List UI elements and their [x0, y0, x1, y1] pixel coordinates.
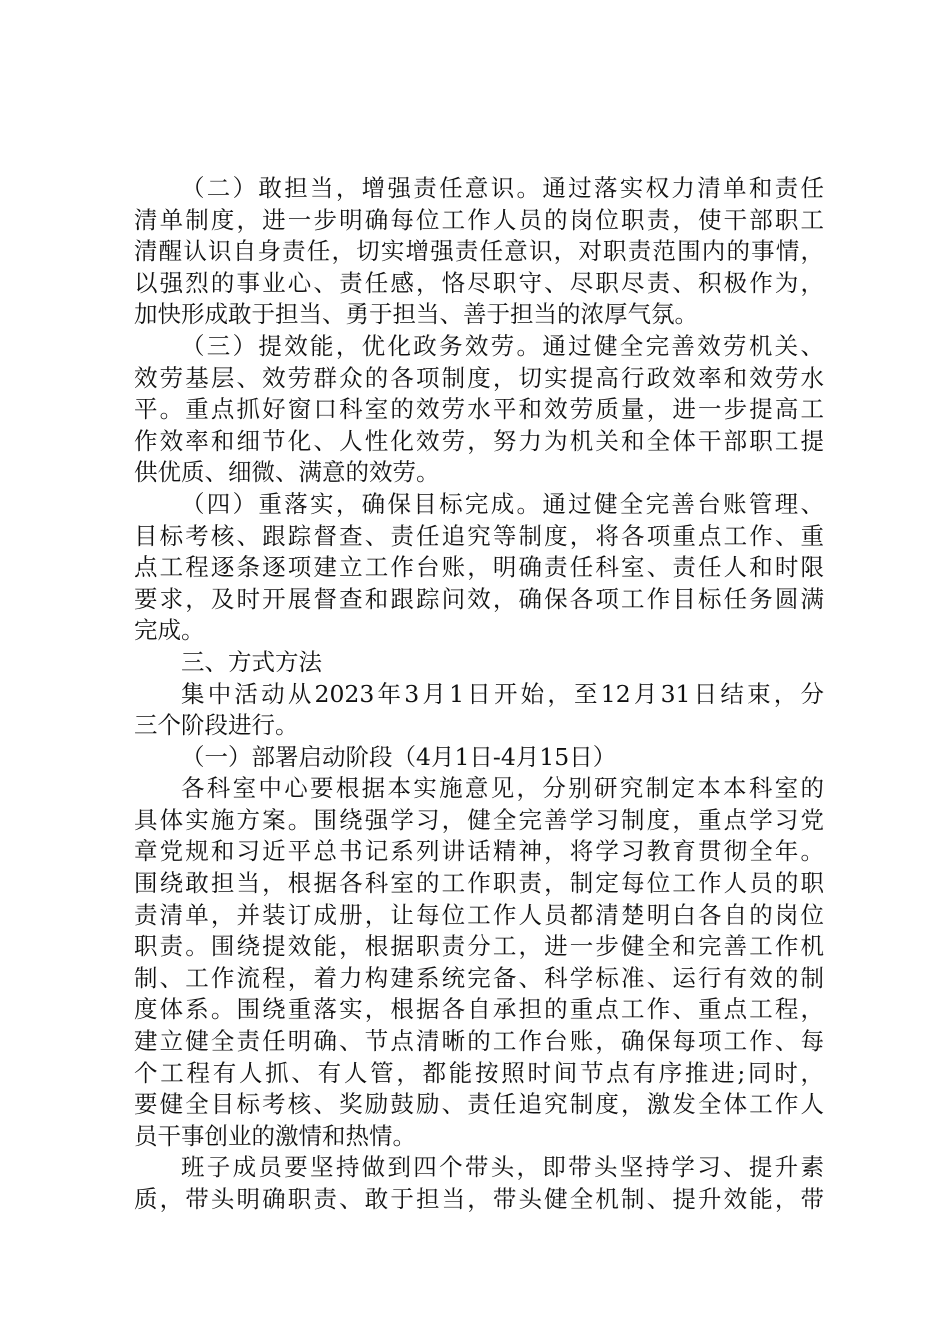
- text-line: 度体系。围绕重落实，根据各自承担的重点工作、重点工程，: [134, 995, 824, 1024]
- text-line: 点工程逐条逐项建立工作台账，明确责任科室、责任人和时限: [134, 553, 824, 582]
- text-line: 质，带头明确职责、敢于担当，带头健全机制、提升效能，带: [134, 1185, 824, 1213]
- text-line: 个工程有人抓、有人管，都能按照时间节点有序推进;同时，: [134, 1058, 824, 1087]
- text-line: 要健全目标考核、奖励鼓励、责任追究制度，激发全体工作人: [134, 1090, 824, 1119]
- text-line: 责清单，并装订成册，让每位工作人员都清楚明白各自的岗位: [134, 900, 824, 929]
- text-line: 职责。围绕提效能，根据职责分工，进一步健全和完善工作机: [134, 932, 824, 961]
- text-line: 班子成员要坚持做到四个带头，即带头坚持学习、提升素: [181, 1153, 824, 1182]
- text-line: （三）提效能，优化政务效劳。通过健全完善效劳机关、: [181, 331, 824, 360]
- text-line: 各科室中心要根据本实施意见，分别研究制定本本科室的: [181, 774, 824, 803]
- text-line: 以强烈的事业心、责任感，恪尽职守、尽职尽责、积极作为，: [134, 268, 824, 297]
- text-line: （四）重落实，确保目标完成。通过健全完善台账管理、: [181, 489, 824, 518]
- text-line: 完成。: [134, 616, 205, 645]
- text-line: 章党规和习近平总书记系列讲话精神，将学习教育贯彻全年。: [134, 837, 824, 866]
- text-line: 制、工作流程，着力构建系统完备、科学标准、运行有效的制: [134, 963, 824, 992]
- text-line: 集中活动从2023年3月1日开始，至12月31日结束，分: [181, 679, 824, 708]
- text-line: 建立健全责任明确、节点清晰的工作台账，确保每项工作、每: [134, 1027, 824, 1056]
- text-line: 清醒认识自身责任，切实增强责任意识，对职责范围内的事情，: [134, 237, 824, 266]
- text-line: 三、方式方法: [181, 647, 322, 676]
- text-line: 目标考核、跟踪督查、责任追究等制度，将各项重点工作、重: [134, 521, 824, 550]
- text-line: （二）敢担当，增强责任意识。通过落实权力清单和责任: [181, 174, 824, 202]
- text-line: 员干事创业的激情和热情。: [134, 1121, 416, 1150]
- text-line: 效劳基层、效劳群众的各项制度，切实提高行政效率和效劳水: [134, 363, 824, 392]
- text-line: 要求，及时开展督查和跟踪问效，确保各项工作目标任务圆满: [134, 584, 824, 613]
- document-body: [134, 173, 824, 1216]
- text-line: （一）部署启动阶段（4月1日-4月15日）: [181, 742, 617, 771]
- text-line: 作效率和细节化、人性化效劳，努力为机关和全体干部职工提: [134, 426, 824, 455]
- text-line: 清单制度，进一步明确每位工作人员的岗位职责，使干部职工: [134, 205, 824, 234]
- text-line: 围绕敢担当，根据各科室的工作职责，制定每位工作人员的职: [134, 869, 824, 898]
- text-line: 具体实施方案。围绕强学习，健全完善学习制度，重点学习党: [134, 805, 824, 834]
- text-line: 加快形成敢于担当、勇于担当、善于担当的浓厚气氛。: [134, 300, 698, 329]
- text-line: 平。重点抓好窗口科室的效劳水平和效劳质量，进一步提高工: [134, 395, 824, 424]
- text-line: 三个阶段进行。: [134, 711, 299, 740]
- text-line: 供优质、细微、满意的效劳。: [134, 458, 440, 487]
